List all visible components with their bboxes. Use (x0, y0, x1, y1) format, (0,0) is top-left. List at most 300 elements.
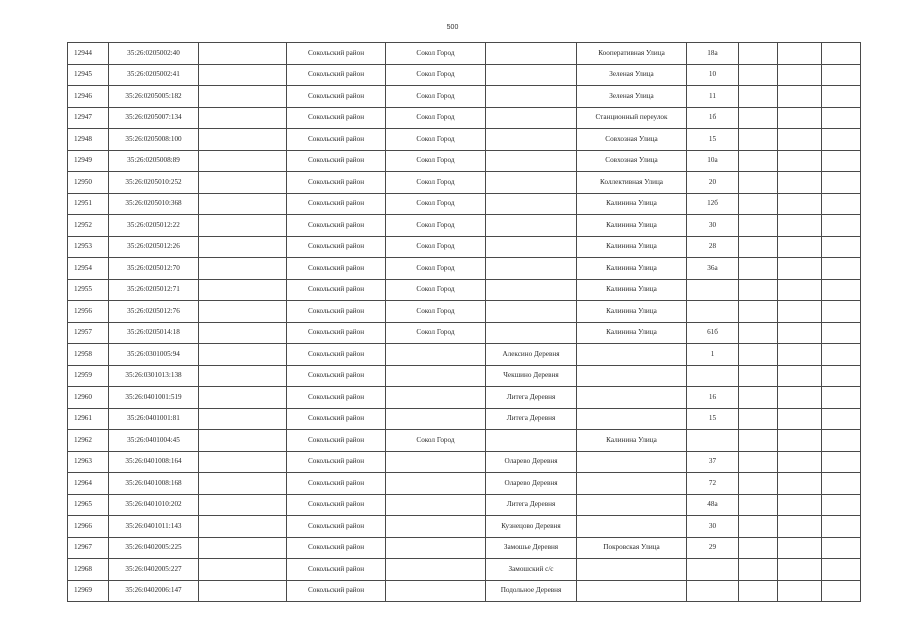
empty-cell-cell (199, 129, 287, 151)
empty-cell-cell (739, 537, 778, 559)
house-number-cell: 29 (687, 537, 739, 559)
empty-cell-cell (822, 451, 861, 473)
empty-cell-cell (778, 559, 822, 581)
street-cell: Станционный переулок (577, 107, 687, 129)
cadastral-number-cell: 35:26:0205005:182 (109, 86, 199, 108)
empty-cell-cell (778, 451, 822, 473)
city-cell: Сокол Город (386, 64, 486, 86)
row-number-cell: 12949 (68, 150, 109, 172)
empty-cell-cell (778, 107, 822, 129)
city-cell (386, 537, 486, 559)
table-row (68, 193, 861, 215)
empty-cell-cell (739, 107, 778, 129)
empty-cell-cell (739, 580, 778, 602)
city-cell (386, 473, 486, 495)
settlement-cell: Чекшино Деревня (486, 365, 577, 387)
street-cell (577, 387, 687, 409)
house-number-cell: 12б (687, 193, 739, 215)
settlement-cell: Подольное Деревня (486, 580, 577, 602)
settlement-cell (486, 107, 577, 129)
district-cell: Сокольский район (287, 365, 386, 387)
street-cell (577, 516, 687, 538)
street-cell: Калинина Улица (577, 193, 687, 215)
empty-cell-cell (739, 172, 778, 194)
street-cell: Калинина Улица (577, 258, 687, 280)
table-row (68, 172, 861, 194)
empty-cell-cell (778, 387, 822, 409)
house-number-cell: 10а (687, 150, 739, 172)
city-cell (386, 559, 486, 581)
empty-cell-cell (822, 322, 861, 344)
empty-cell-cell (778, 580, 822, 602)
empty-cell-cell (778, 150, 822, 172)
settlement-cell: Замошье Деревня (486, 537, 577, 559)
district-cell: Сокольский район (287, 64, 386, 86)
district-cell: Сокольский район (287, 301, 386, 323)
row-number-cell: 12967 (68, 537, 109, 559)
row-number-cell: 12950 (68, 172, 109, 194)
settlement-cell: Оларево Деревня (486, 473, 577, 495)
house-number-cell (687, 559, 739, 581)
street-cell (577, 451, 687, 473)
district-cell: Сокольский район (287, 43, 386, 65)
cadastral-number-cell: 35:26:0205008:89 (109, 150, 199, 172)
city-cell: Сокол Город (386, 236, 486, 258)
table-row (68, 107, 861, 129)
empty-cell-cell (822, 129, 861, 151)
city-cell (386, 516, 486, 538)
empty-cell-cell (822, 494, 861, 516)
house-number-cell: 72 (687, 473, 739, 495)
empty-cell-cell (199, 451, 287, 473)
empty-cell-cell (822, 537, 861, 559)
empty-cell-cell (822, 215, 861, 237)
table-row (68, 559, 861, 581)
city-cell: Сокол Город (386, 193, 486, 215)
empty-cell-cell (778, 129, 822, 151)
empty-cell-cell (739, 344, 778, 366)
street-cell (577, 365, 687, 387)
table-row (68, 150, 861, 172)
settlement-cell: Замошский с/с (486, 559, 577, 581)
empty-cell-cell (739, 473, 778, 495)
row-number-cell: 12960 (68, 387, 109, 409)
table-body (68, 43, 861, 602)
empty-cell-cell (199, 365, 287, 387)
city-cell: Сокол Город (386, 301, 486, 323)
table-row (68, 129, 861, 151)
empty-cell-cell (739, 301, 778, 323)
row-number-cell: 12954 (68, 258, 109, 280)
empty-cell-cell (199, 107, 287, 129)
street-cell: Калинина Улица (577, 301, 687, 323)
empty-cell-cell (199, 580, 287, 602)
empty-cell-cell (739, 129, 778, 151)
table-row (68, 365, 861, 387)
page-number: 500 (446, 24, 459, 31)
empty-cell-cell (822, 150, 861, 172)
empty-cell-cell (778, 322, 822, 344)
empty-cell-cell (778, 365, 822, 387)
row-number-cell: 12969 (68, 580, 109, 602)
cadastral-number-cell: 35:26:0402005:227 (109, 559, 199, 581)
settlement-cell (486, 43, 577, 65)
empty-cell-cell (778, 473, 822, 495)
street-cell (577, 559, 687, 581)
house-number-cell (687, 279, 739, 301)
row-number-cell: 12952 (68, 215, 109, 237)
city-cell (386, 365, 486, 387)
city-cell: Сокол Город (386, 43, 486, 65)
empty-cell-cell (778, 301, 822, 323)
house-number-cell (687, 301, 739, 323)
district-cell: Сокольский район (287, 473, 386, 495)
settlement-cell: Литега Деревня (486, 408, 577, 430)
empty-cell-cell (199, 473, 287, 495)
empty-cell-cell (199, 43, 287, 65)
empty-cell-cell (778, 258, 822, 280)
house-number-cell: 37 (687, 451, 739, 473)
cadastral-number-cell: 35:26:0402005:225 (109, 537, 199, 559)
empty-cell-cell (822, 86, 861, 108)
city-cell (386, 387, 486, 409)
street-cell (577, 494, 687, 516)
row-number-cell: 12951 (68, 193, 109, 215)
empty-cell-cell (739, 451, 778, 473)
empty-cell-cell (778, 408, 822, 430)
cadastral-number-cell: 35:26:0205010:252 (109, 172, 199, 194)
empty-cell-cell (822, 408, 861, 430)
city-cell: Сокол Город (386, 172, 486, 194)
district-cell: Сокольский район (287, 172, 386, 194)
city-cell (386, 580, 486, 602)
street-cell: Коллективная Улица (577, 172, 687, 194)
empty-cell-cell (822, 172, 861, 194)
empty-cell-cell (739, 494, 778, 516)
table-row (68, 430, 861, 452)
settlement-cell (486, 129, 577, 151)
house-number-cell: 15 (687, 129, 739, 151)
empty-cell-cell (739, 43, 778, 65)
city-cell: Сокол Город (386, 322, 486, 344)
house-number-cell: 10 (687, 64, 739, 86)
house-number-cell: 15 (687, 408, 739, 430)
empty-cell-cell (778, 236, 822, 258)
empty-cell-cell (822, 516, 861, 538)
empty-cell-cell (199, 537, 287, 559)
street-cell: Покровская Улица (577, 537, 687, 559)
cadastral-number-cell: 35:26:0205008:100 (109, 129, 199, 151)
district-cell: Сокольский район (287, 537, 386, 559)
empty-cell-cell (199, 387, 287, 409)
cadastral-number-cell: 35:26:0205014:18 (109, 322, 199, 344)
district-cell: Сокольский район (287, 559, 386, 581)
empty-cell-cell (822, 580, 861, 602)
empty-cell-cell (778, 537, 822, 559)
empty-cell-cell (778, 193, 822, 215)
street-cell: Калинина Улица (577, 322, 687, 344)
row-number-cell: 12956 (68, 301, 109, 323)
city-cell: Сокол Город (386, 86, 486, 108)
row-number-cell: 12961 (68, 408, 109, 430)
city-cell (386, 344, 486, 366)
table-row (68, 64, 861, 86)
cadastral-number-cell: 35:26:0205012:22 (109, 215, 199, 237)
district-cell: Сокольский район (287, 344, 386, 366)
street-cell (577, 408, 687, 430)
row-number-cell: 12945 (68, 64, 109, 86)
district-cell: Сокольский район (287, 430, 386, 452)
row-number-cell: 12955 (68, 279, 109, 301)
district-cell: Сокольский район (287, 107, 386, 129)
street-cell: Калинина Улица (577, 236, 687, 258)
empty-cell-cell (199, 86, 287, 108)
district-cell: Сокольский район (287, 279, 386, 301)
empty-cell-cell (778, 494, 822, 516)
district-cell: Сокольский район (287, 580, 386, 602)
cadastral-number-cell: 35:26:0401010:202 (109, 494, 199, 516)
table-row (68, 473, 861, 495)
row-number-cell: 12947 (68, 107, 109, 129)
empty-cell-cell (739, 215, 778, 237)
street-cell: Зеленая Улица (577, 64, 687, 86)
house-number-cell: 1б (687, 107, 739, 129)
empty-cell-cell (739, 236, 778, 258)
empty-cell-cell (199, 64, 287, 86)
street-cell (577, 473, 687, 495)
registry-table (67, 42, 861, 602)
district-cell: Сокольский район (287, 387, 386, 409)
empty-cell-cell (822, 387, 861, 409)
settlement-cell (486, 279, 577, 301)
empty-cell-cell (778, 516, 822, 538)
empty-cell-cell (822, 473, 861, 495)
house-number-cell: 36а (687, 258, 739, 280)
row-number-cell: 12966 (68, 516, 109, 538)
house-number-cell (687, 365, 739, 387)
table-row (68, 537, 861, 559)
cadastral-number-cell: 35:26:0401008:168 (109, 473, 199, 495)
empty-cell-cell (199, 516, 287, 538)
empty-cell-cell (822, 344, 861, 366)
table-row (68, 387, 861, 409)
settlement-cell (486, 322, 577, 344)
city-cell: Сокол Город (386, 258, 486, 280)
table-row (68, 516, 861, 538)
empty-cell-cell (739, 150, 778, 172)
row-number-cell: 12965 (68, 494, 109, 516)
settlement-cell (486, 150, 577, 172)
street-cell: Зеленая Улица (577, 86, 687, 108)
empty-cell-cell (199, 150, 287, 172)
empty-cell-cell (778, 43, 822, 65)
empty-cell-cell (739, 559, 778, 581)
city-cell: Сокол Город (386, 215, 486, 237)
table-row (68, 258, 861, 280)
table-row (68, 43, 861, 65)
cadastral-number-cell: 35:26:0205002:41 (109, 64, 199, 86)
house-number-cell: 11 (687, 86, 739, 108)
city-cell (386, 494, 486, 516)
empty-cell-cell (822, 193, 861, 215)
empty-cell-cell (822, 279, 861, 301)
empty-cell-cell (199, 430, 287, 452)
street-cell (577, 344, 687, 366)
table-row (68, 301, 861, 323)
row-number-cell: 12963 (68, 451, 109, 473)
empty-cell-cell (778, 64, 822, 86)
row-number-cell: 12962 (68, 430, 109, 452)
settlement-cell: Кузнецово Деревня (486, 516, 577, 538)
empty-cell-cell (778, 172, 822, 194)
empty-cell-cell (199, 494, 287, 516)
empty-cell-cell (822, 559, 861, 581)
street-cell (577, 580, 687, 602)
table-row (68, 322, 861, 344)
row-number-cell: 12959 (68, 365, 109, 387)
empty-cell-cell (739, 387, 778, 409)
cadastral-number-cell: 35:26:0205012:26 (109, 236, 199, 258)
row-number-cell: 12944 (68, 43, 109, 65)
empty-cell-cell (778, 344, 822, 366)
empty-cell-cell (739, 64, 778, 86)
city-cell: Сокол Город (386, 430, 486, 452)
cadastral-number-cell: 35:26:0401008:164 (109, 451, 199, 473)
settlement-cell: Алексино Деревня (486, 344, 577, 366)
city-cell (386, 408, 486, 430)
empty-cell-cell (199, 322, 287, 344)
table-row (68, 236, 861, 258)
empty-cell-cell (199, 344, 287, 366)
street-cell: Кооперативная Улица (577, 43, 687, 65)
empty-cell-cell (822, 430, 861, 452)
district-cell: Сокольский район (287, 408, 386, 430)
table-row (68, 408, 861, 430)
cadastral-number-cell: 35:26:0205007:134 (109, 107, 199, 129)
house-number-cell: 48а (687, 494, 739, 516)
empty-cell-cell (778, 86, 822, 108)
settlement-cell (486, 64, 577, 86)
empty-cell-cell (739, 86, 778, 108)
empty-cell-cell (739, 430, 778, 452)
empty-cell-cell (739, 365, 778, 387)
city-cell: Сокол Город (386, 107, 486, 129)
house-number-cell: 61б (687, 322, 739, 344)
cadastral-number-cell: 35:26:0205012:70 (109, 258, 199, 280)
settlement-cell (486, 215, 577, 237)
cadastral-number-cell: 35:26:0301013:138 (109, 365, 199, 387)
street-cell: Калинина Улица (577, 215, 687, 237)
house-number-cell: 30 (687, 215, 739, 237)
city-cell (386, 451, 486, 473)
street-cell: Калинина Улица (577, 279, 687, 301)
cadastral-number-cell: 35:26:0401011:143 (109, 516, 199, 538)
city-cell: Сокол Город (386, 150, 486, 172)
house-number-cell: 16 (687, 387, 739, 409)
empty-cell-cell (739, 279, 778, 301)
table-row (68, 86, 861, 108)
empty-cell-cell (822, 236, 861, 258)
district-cell: Сокольский район (287, 451, 386, 473)
settlement-cell: Литега Деревня (486, 494, 577, 516)
cadastral-number-cell: 35:26:0401004:45 (109, 430, 199, 452)
settlement-cell (486, 301, 577, 323)
empty-cell-cell (199, 559, 287, 581)
district-cell: Сокольский район (287, 86, 386, 108)
cadastral-number-cell: 35:26:0205002:40 (109, 43, 199, 65)
cadastral-number-cell: 35:26:0205010:368 (109, 193, 199, 215)
settlement-cell (486, 193, 577, 215)
table-row (68, 451, 861, 473)
empty-cell-cell (739, 193, 778, 215)
district-cell: Сокольский район (287, 215, 386, 237)
table-row (68, 580, 861, 602)
empty-cell-cell (199, 193, 287, 215)
settlement-cell (486, 172, 577, 194)
cadastral-number-cell: 35:26:0301005:94 (109, 344, 199, 366)
district-cell: Сокольский район (287, 129, 386, 151)
district-cell: Сокольский район (287, 322, 386, 344)
table-row (68, 344, 861, 366)
house-number-cell: 20 (687, 172, 739, 194)
table-row (68, 279, 861, 301)
settlement-cell: Литега Деревня (486, 387, 577, 409)
cadastral-number-cell: 35:26:0205012:76 (109, 301, 199, 323)
district-cell: Сокольский район (287, 516, 386, 538)
district-cell: Сокольский район (287, 258, 386, 280)
street-cell: Совхозная Улица (577, 150, 687, 172)
street-cell: Совхозная Улица (577, 129, 687, 151)
row-number-cell: 12958 (68, 344, 109, 366)
empty-cell-cell (199, 258, 287, 280)
empty-cell-cell (822, 365, 861, 387)
empty-cell-cell (199, 301, 287, 323)
house-number-cell: 28 (687, 236, 739, 258)
empty-cell-cell (199, 172, 287, 194)
empty-cell-cell (199, 215, 287, 237)
house-number-cell (687, 430, 739, 452)
empty-cell-cell (822, 64, 861, 86)
empty-cell-cell (822, 301, 861, 323)
empty-cell-cell (822, 107, 861, 129)
row-number-cell: 12964 (68, 473, 109, 495)
row-number-cell: 12957 (68, 322, 109, 344)
empty-cell-cell (778, 215, 822, 237)
city-cell: Сокол Город (386, 279, 486, 301)
empty-cell-cell (199, 236, 287, 258)
empty-cell-cell (739, 408, 778, 430)
house-number-cell: 30 (687, 516, 739, 538)
settlement-cell (486, 236, 577, 258)
row-number-cell: 12953 (68, 236, 109, 258)
row-number-cell: 12948 (68, 129, 109, 151)
settlement-cell (486, 86, 577, 108)
cadastral-number-cell: 35:26:0401001:81 (109, 408, 199, 430)
table-row (68, 494, 861, 516)
district-cell: Сокольский район (287, 236, 386, 258)
district-cell: Сокольский район (287, 193, 386, 215)
empty-cell-cell (199, 408, 287, 430)
row-number-cell: 12946 (68, 86, 109, 108)
empty-cell-cell (778, 430, 822, 452)
street-cell: Калинина Улица (577, 430, 687, 452)
empty-cell-cell (739, 322, 778, 344)
house-number-cell: 1 (687, 344, 739, 366)
cadastral-number-cell: 35:26:0402006:147 (109, 580, 199, 602)
house-number-cell: 18а (687, 43, 739, 65)
district-cell: Сокольский район (287, 150, 386, 172)
city-cell: Сокол Город (386, 129, 486, 151)
